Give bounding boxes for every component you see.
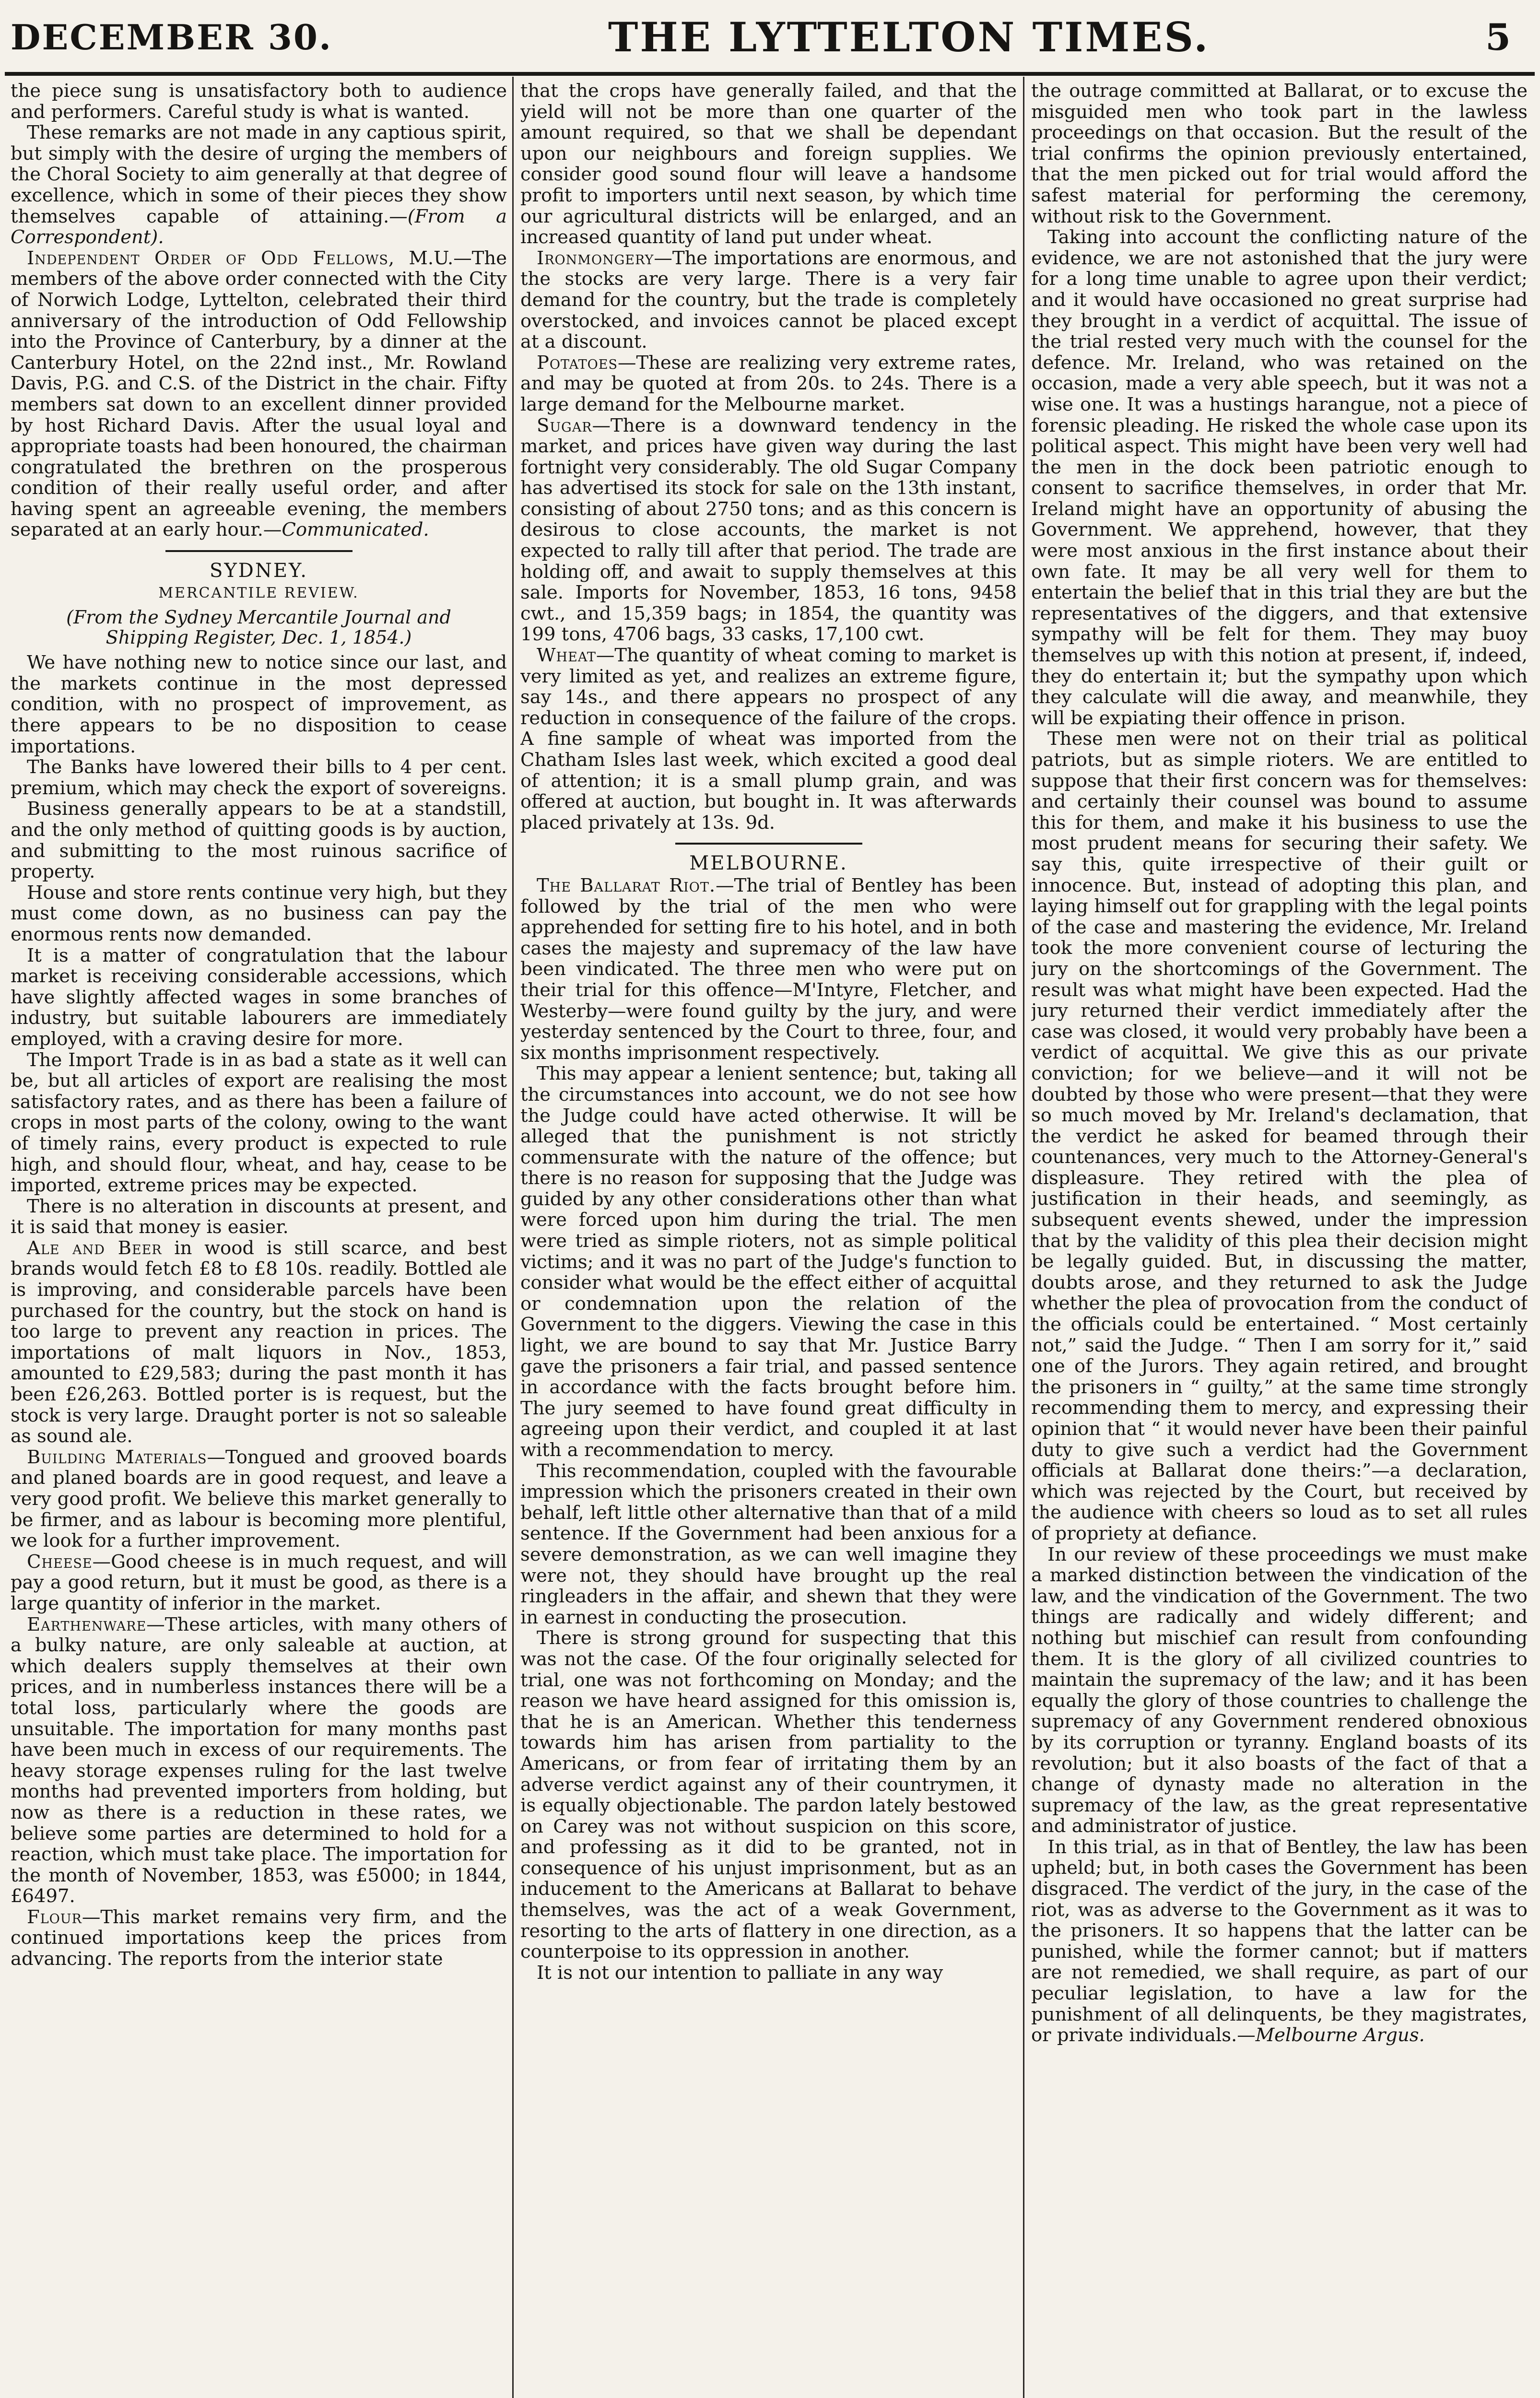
paragraph: that the crops have generally failed, and that the yield will not be more than one quarter of the amount required, so that we shall be dependant upon our neighbours and foreign supplies. We consider good sound flour will leave a handsome profit to importers until next season, by which time our agricultural districts will be enlarged, and an increased quantity of land put under wheat. [520,81,1017,248]
paragraph: In our review of these proceedings we must make a marked distinction between the vindication of the law, and the vindication of the Government. The two things are radically and widely different; and nothing but mischief can result from confounding them. It is the glory of all civilized countries to maintain the supremacy of the law; and it has been equally the glory of those countries to challenge the supremacy of any Government rendered obnoxious by its corruption or tyranny. England boasts of its revolution; but it also boasts of the fact of that a change of dynasty made no alteration in the supremacy of the law, as the great representative and administrator of justice. [1031,1543,1528,1837]
paragraph-text: These remarks are not made in any captious spirit, but simply with the desire of urging the members of the Choral Society to aim generally at that degree of excellence, which in some of their pieces they show themselves capable of attaining. [11,122,507,227]
section-heading-sydney: SYDNEY. [209,560,308,582]
section-subheading: MERCANTILE REVIEW. [158,584,359,601]
article-lead: Ironmongery [537,247,654,269]
paragraph: We have nothing new to notice since our last, and the markets continue in the most depressed condition, with no prospect of improvement, as there appears to be no disposition to cease importations. [11,652,507,757]
column-2 [520,81,1017,2398]
paragraph [11,1614,507,1907]
byline: Melbourne Argus. [1255,2024,1425,2046]
paragraph: It is a matter of congratulation that the labour market is receiving considerable accessions, which have slightly affected wages in some branches of industry, but suitable labourers are immediately employed, with a craving desire for more. [11,944,507,1050]
article-lead: Independent Order of Odd Fellows, [27,247,395,269]
paragraph-text: —There is a downward tendency in the market, and prices have given way during the last fortnight very considerably. The old Sugar Company has advertised its stock for sale on the 13th instant, consisting of about 2750 tons; and as this concern is desirous to close accounts, the market is not expected to rally till after that period. The trade are holding off, and await to supply themselves at this sale. Imports for November, 1853, 16 tons, 9458 cwt., and 15,359 bags; in 1854, the quantity was 199 tons, 4706 bags, 33 casks, 17,100 cwt. [520,414,1017,646]
paragraph [520,645,1017,833]
article-lead: Flour [27,1906,82,1928]
paragraph [11,1447,507,1552]
paragraph [11,122,507,248]
paragraph: The Import Trade is in as bad a state as it well can be, but all articles of export are realising the most satisfactory rates, and as there has been a failure of crops in most parts of the colony, owing to the want of timely rains, every product is expected to rule high, and should flour, wheat, and hay, cease to be imported, extreme prices may be expected. [11,1049,507,1197]
column-divider [512,77,514,2398]
paragraph-text: —The quantity of wheat coming to market is very limited as yet, and realizes an extreme figure, say 14s., and there appears no prospect of any reduction in consequence of the failure of the crops. A fine sample of wheat was imported from the Chatham Isles last week, which excited a good deal of attention; it is a small plump grain, and was offered at auction, but bought in. It was afterwards placed privately at 13s. 9d. [520,645,1017,834]
paragraph [11,1907,507,1970]
paragraph-text: —These articles, with many others of a bulky nature, are only saleable at auction, at which dealers supply themselves at their own prices, and in numberless instances there will be a total loss, particularly where the goods are unsuitable. The importation for many months past have been much in excess of our requirements. The heavy storage expenses ruling for the last twelve months had prevented importers from holding, but now as there is a reduction in these rates, we believe some parties are determined to hold for a reaction, which must take place. The importation for the month of November, 1853, was £5000; in 1844, £6497. [11,1613,507,1907]
source-note: (From the Sydney Mercantile Journal and Shipping Register, Dec. 1, 1854.) [66,607,451,648]
article-lead: Ale and Beer [27,1237,162,1259]
paragraph: the piece sung is unsatisfactory both to audience and performers. Careful study is what is wanted. [11,81,507,123]
paragraph: There is strong ground for suspecting that this was not the case. Of the four originally selected for trial, one was not forthcoming on Monday; and the reason we have heard assigned for this omission is, that he is an American. Whether this tenderness towards him has arisen from partiality to the Americans, or from fear of irritating them by an adverse verdict against any of their countrymen, it is equally objectionable. The pardon lately bestowed on Carey was not without suspicion on this score, and professing as it did to be granted, not in consequence of his unjust imprisonment, but as an inducement to the Americans at Ballarat to behave themselves, was the act of a weak Government, resorting to the arts of flattery in one direction, as a counterpoise to its oppression in another. [520,1627,1017,1963]
paragraph: the outrage committed at Ballarat, or to excuse the misguided men who took part in the lawless proceedings on that occasion. But the result of the trial confirms the opinion previously entertained, that the men picked out for trial would afford the safest material for performing the ceremony, without risk to the Government. [1031,81,1528,227]
paragraph: There is no alteration in discounts at present, and it is said that money is easier. [11,1195,507,1238]
paragraph [11,1552,507,1614]
column-1 [11,81,507,2398]
paragraph-text: In this trial, as in that of Bentley, the law has been upheld; but, in both cases the Government has been disgraced. The verdict of the jury, in the case of the riot, was as adverse to the Government as it was to the prisoners. It so happens that the latter can be punished, while the former cannot; but if matters are not remedied, we shall require, as part of our peculiar legislation, to have a law for the punishment of all delinquents, be they magistrates, or private individuals.— [1031,1836,1528,2046]
paragraph: Business generally appears to be at a standstill, and the only method of quitting goods is by auction, and submitting to the most ruinous sacrifice of property. [11,798,507,883]
column-3 [1031,81,1528,2398]
article-lead: Wheat [537,645,596,667]
paragraph-text: —The trial of Bentley has been followed by the trial of the men who were apprehended for setting fire to his hotel, and in both cases the majesty and supremacy of the law have been vindicated. The three men who were put on their trial for this offence—M'Intyre, Fletcher, and Westerby—were found guilty by the jury, and were yesterday sentenced by the Court to three, four, and six months imprisonment respectively. [520,874,1017,1064]
paragraph: House and store rents continue very high, but they must come down, as no business can pay the enormous rents now demanded. [11,882,507,945]
paragraph [11,248,507,541]
paragraph-text: —These are realizing very extreme rates, and may be quoted at from 20s. to 24s. There is a large demand for the Melbourne market. [520,352,1017,415]
paragraph-text: —The importations are enormous, and the stocks are very large. There is a very fair demand for the country, but the trade is completely overstocked, and invoices cannot be placed except at a discount. [520,247,1017,353]
article-lead: Building Materials [27,1446,207,1468]
article-lead: The Ballarat Riot. [537,874,716,896]
issue-date: DECEMBER 30. [11,16,333,58]
byline: —(From a Correspondent). [11,205,507,248]
paragraph [520,875,1017,1063]
masthead-rule [5,72,1535,76]
paragraph: It is not our intention to palliate in any way [537,1962,943,1984]
article-lead: Cheese [27,1551,93,1573]
paragraph-text: —This market remains very firm, and the continued importations keep the prices from advancing. The reports from the interior state [11,1906,507,1970]
paragraph-text: in wood is still scarce, and best brands would fetch £8 to £8 10s. readily. Bottled ale is improving, and considerable parcels have been purchased for the country, but the stock on hand is too large to prevent any reaction in prices. The importations of malt liquors in Nov., 1853, amounted to £29,583; during the past month it has been £26,263. Bottled porter is is request, but the stock is very large. Draught porter is not so saleable as sound ale. [11,1237,507,1447]
paragraph-text: —Good cheese is in much request, and will pay a good return, but it must be good, as there is a large quantity of inferior in the market. [11,1551,507,1614]
newspaper-title: THE LYTTELTON TIMES. [608,13,1210,61]
section-heading-melbourne: MELBOURNE. [689,852,848,875]
section-rule [165,550,353,552]
article-lead: Sugar [537,414,592,436]
paragraph [520,415,1017,646]
page-number: 5 [1485,15,1511,59]
paragraph-text: —Tongued and grooved boards and planed boards are in good request, and leave a very good profit. We believe this market generally to be firmer, and as labour is becoming more plentiful, we look for a further improvement. [11,1446,507,1552]
paragraph [1031,1837,1528,2046]
section-rule [675,843,862,845]
article-lead: Potatoes [537,352,618,374]
paragraph: These men were not on their trial as political patriots, but as simple rioters. We are entitled to suppose that their first concern was for themselves: and certainly their counsel was bound to assume this for them, and make it his business to use the most prudent means for securing their safety. We say this, quite irrespective of their guilt or innocence. But, instead of adopting this plan, and laying himself out for grappling with the legal points of the case and mastering the evidence, Mr. Ireland took the more convenient course of lecturing the jury on the shortcomings of the Government. The result was what might have been expected. Had the jury returned their verdict immediately after the case was closed, it would very probably have been a verdict of acquittal. We give this as our private conviction; for we believe—and it will not be doubted by those who were present—that they were so much moved by Mr. Ireland's declamation, that the verdict he asked for beamed through their countenances, very much to the Attorney-General's displeasure. They retired with the plea of justification in their heads, and seemingly, as subsequent events shewed, under the impression that by the validity of this plea their decision might be legally guided. But, in discussing the matter, doubts arose, and they returned to ask the Judge whether the plea of provocation from the conduct of the officials could be entertained. “ Most certainly not,” said the Judge. “ Then I am sorry for it,” said one of the Jurors. They again retired, and brought the prisoners in “ guilty,” at the same time strongly recommending them to mercy, and expressing their opinion that “ it would never have been their painful duty to give such a verdict had the Government officials at Ballarat done theirs:”—a declaration, which was rejected by the Court, but received by the audience with cheers so loud as to set all rules of propriety at defiance. [1031,728,1528,1544]
paragraph: Taking into account the conflicting nature of the evidence, we are not astonished that the jury were for a long time unable to agree upon their verdict; and it would have occasioned no great surprise had they brought in a verdict of acquittal. The issue of the trial rested very much with the counsel for the defence. Mr. Ireland, who was retained on the occasion, made a very able speech, but it was not a wise one. It was a hustings harangue, not a piece of forensic pleading. He risked the whole case upon its political aspect. This might have been very well had the men in the dock been patriotic enough to consent to sacrifice themselves, in order that Mr. Ireland might have an opportunity of abusing the Government. We apprehend, however, that they were most anxious in the first instance about their own fate. It may be all very well for them to entertain the belief that in this trial they are but the representatives of the diggers, and that extensive sympathy will be felt for them. They may buoy themselves up with this notion at present, if, indeed, they do entertain it; but the sympathy upon which they calculate will die away, and meanwhile, they will be expiating their offence in prison. [1031,226,1528,729]
paragraph-text: M.U.—The members of the above order connected with the City of Norwich Lodge, Lyttelton, celebrated their third anniversary of the introduction of Odd Fellowship into the Province of Canterbury, by a dinner at the Canterbury Hotel, on the 22nd inst., Mr. Rowland Davis, P.G. and C.S. of the District in the chair. Fifty members sat down to an excellent dinner provided by host Richard Davis. After the usual loyal and appropriate toasts had been honoured, the chairman congratulated the brethren on the prosperous condition of their really useful order, and after having spent an agreeable evening, the members separated at an early hour.— [11,247,507,541]
paragraph [520,248,1017,353]
paragraph: This may appear a lenient sentence; but, taking all the circumstances into account, we do not see how the Judge could have acted otherwise. It will be alleged that the punishment is not strictly commensurate with the nature of the offence; but there is no reason for supposing that the Judge was guided by any other considerations other than what were forced upon him during the trial. The men were tried as simple rioters, not as simple political victims; and it was no part of the Judge's function to consider what would be the effect either of acquittal or condemnation upon the relation of the Government to the diggers. Viewing the case in this light, we are bound to say that Mr. Justice Barry gave the prisoners a fair trial, and passed sentence in accordance with the facts brought before him. The jury seemed to have found great difficulty in agreeing upon their verdict, and coupled it at last with a recommendation to mercy. [520,1063,1017,1461]
paragraph: The Banks have lowered their bills to 4 per cent. premium, which may check the export of sovereigns. [11,756,507,799]
article-lead: Earthenware [27,1613,147,1635]
paragraph [11,1238,507,1447]
byline: Communicated. [282,519,429,541]
column-divider [1023,77,1024,2398]
paragraph [520,353,1017,415]
paragraph: This recommendation, coupled with the favourable impression which the prisoners created in their own behalf, left little other alternative than that of a mild sentence. If the Government had been anxious for a severe demonstration, as we can well imagine they were not, they should have brought up the real ringleaders in the affair, and shewn that they were in earnest in conducting the prosecution. [520,1460,1017,1628]
masthead [11,9,1530,65]
